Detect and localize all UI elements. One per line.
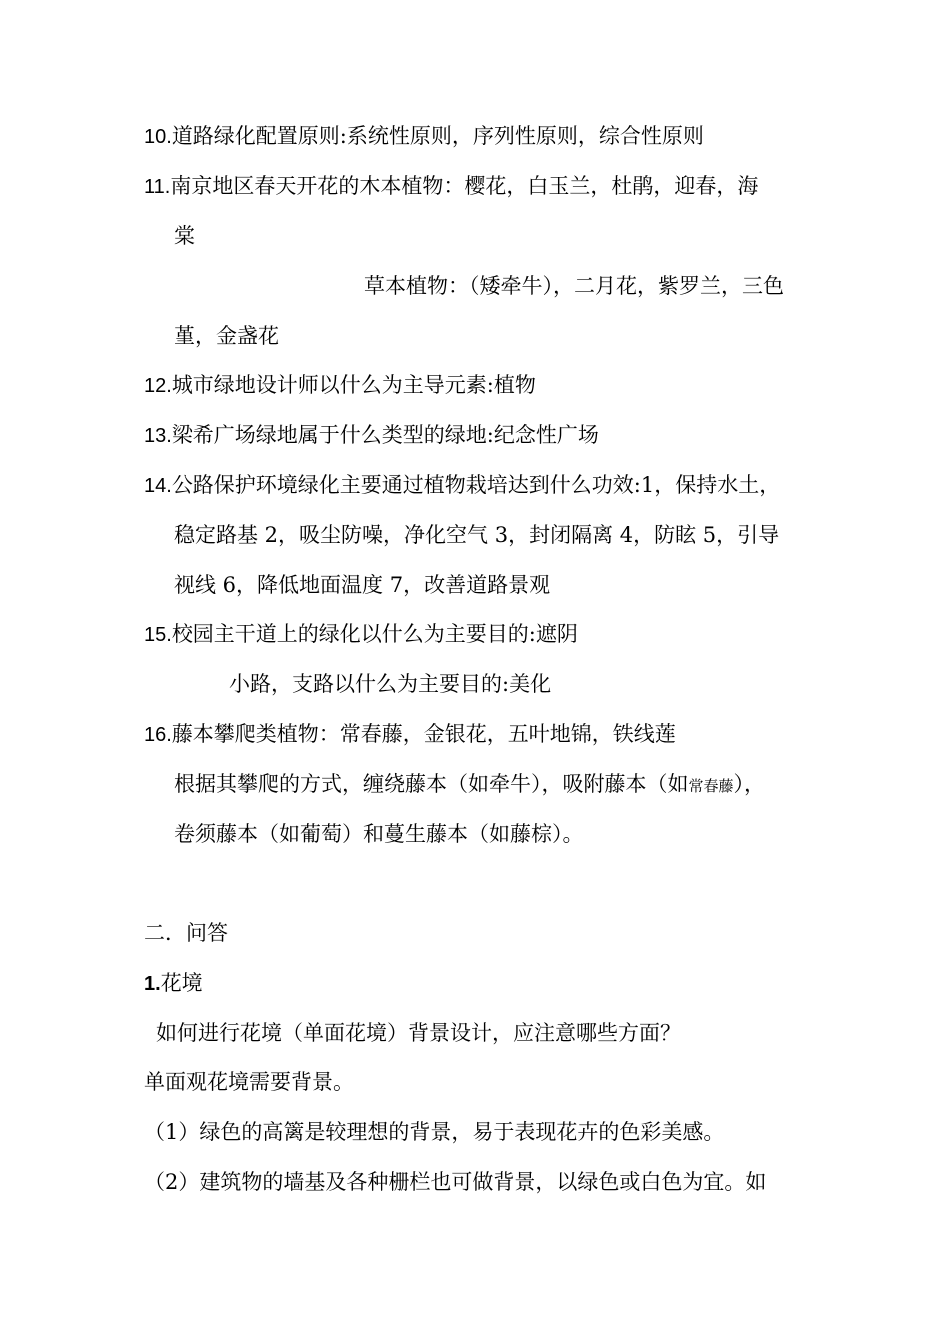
item-number: 16. <box>144 724 172 746</box>
item-16-line-1 <box>144 720 676 749</box>
question-text: 如何进行花境（单面花境）背景设计，应注意哪些方面？ <box>156 1021 681 1045</box>
item-16-line-2 <box>174 770 765 800</box>
item-11-line-4: 堇，金盏花 <box>174 324 279 348</box>
item-10 <box>144 122 704 151</box>
item-text: 公路保护环境绿化主要通过植物栽培达到什么功效:1，保持水土， <box>171 473 781 497</box>
question-title-text: 花境 <box>160 971 203 995</box>
item-text: 根据其攀爬的方式，缠绕藤本（如牵牛），吸附藤本（如 <box>174 772 689 796</box>
item-number: 10. <box>144 126 172 148</box>
question-number: 1. <box>144 973 161 995</box>
item-text-small: 常春藤 <box>688 777 734 795</box>
item-text: 南京地区春天开花的木本植物：樱花，白玉兰，杜鹃，迎春，海 <box>170 174 759 198</box>
item-13 <box>144 421 599 450</box>
item-number: 13. <box>144 425 172 447</box>
answer-line-3: （2）建筑物的墙基及各种栅栏也可做背景，以绿色或白色为宜。如 <box>144 1170 767 1194</box>
item-number: 12. <box>144 375 172 397</box>
item-text: 道路绿化配置原则:系统性原则，序列性原则，综合性原则 <box>171 124 704 148</box>
item-text: 藤本攀爬类植物：常春藤，金银花，五叶地锦，铁线莲 <box>171 722 676 746</box>
item-15-line-2: 小路，支路以什么为主要目的:美化 <box>229 672 552 696</box>
item-text: 梁希广场绿地属于什么类型的绿地:纪念性广场 <box>171 423 599 447</box>
item-text: 城市绿地设计师以什么为主导元素:植物 <box>171 373 536 397</box>
item-number: 15. <box>144 624 172 646</box>
item-text: ）， <box>733 772 766 796</box>
item-14-line-2: 稳定路基 2，吸尘防噪，净化空气 3，封闭隔离 4，防眩 5，引导 <box>174 523 780 547</box>
item-text: 校园主干道上的绿化以什么为主要目的:遮阴 <box>171 622 578 646</box>
item-number: 11. <box>144 176 171 198</box>
item-number: 14. <box>144 475 172 497</box>
item-14-line-3: 视线 6，降低地面温度 7，改善道路景观 <box>174 573 551 597</box>
item-11-line-3: 草本植物：（矮牵牛），二月花，紫罗兰，三色 <box>364 274 784 298</box>
item-16-line-3: 卷须藤本（如葡萄）和蔓生藤本（如藤棕）。 <box>174 822 584 846</box>
item-12 <box>144 371 536 400</box>
answer-line-1: 单面观花境需要背景。 <box>144 1070 354 1094</box>
question-title <box>144 969 203 998</box>
item-11-line-1 <box>144 172 758 201</box>
section-heading: 二．问答 <box>144 921 228 945</box>
item-14-line-1 <box>144 471 780 500</box>
answer-line-2: （1）绿色的高篱是较理想的背景，易于表现花卉的色彩美感。 <box>144 1120 725 1144</box>
item-15-line-1 <box>144 620 578 649</box>
item-11-line-2: 棠 <box>174 224 195 248</box>
